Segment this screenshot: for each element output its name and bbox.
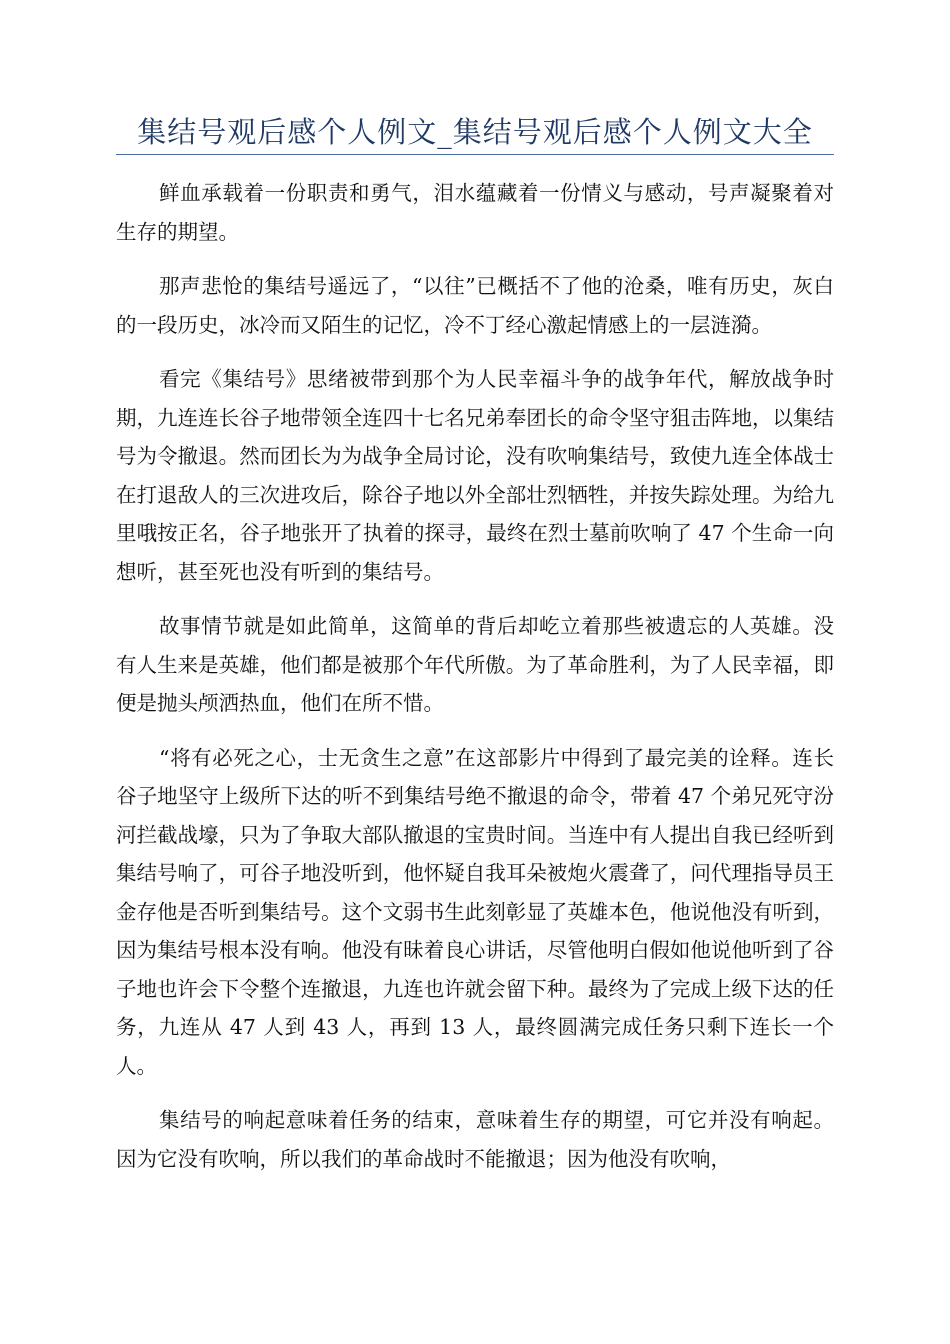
paragraph-4: 故事情节就是如此简单，这简单的背后却屹立着那些被遗忘的人英雄。没有人生来是英雄，他们都是被那个年代所傲。为了革命胜利，为了人民幸福，即便是抛头颅洒热血，他们在所不惜。 [116, 614, 834, 715]
paragraph-3: 看完《集结号》思绪被带到那个为人民幸福斗争的战争年代，解放战争时期，九连连长谷子地带领全连四十七名兄弟奉团长的命令坚守狙击阵地，以集结号为令撤退。然而团长为为战争全局讨论，没有吹响集结号，致使九连全体战士在打退敌人的三次进攻后，除谷子地以外全部壮烈牺牲，并按失踪处理。为给九里哦按正名，谷子地张开了执着的探寻，最终在烈士墓前吹响了 47 个生命一向想听，甚至死也没有听到的集结号。 [116, 367, 834, 584]
paragraph-6: 集结号的响起意味着任务的结束，意味着生存的期望，可它并没有响起。因为它没有吹响，所以我们的革命战时不能撤退；因为他没有吹响， [116, 1108, 834, 1171]
paragraph-5: “将有必死之心，士无贪生之意”在这部影片中得到了最完美的诠释。连长谷子地坚守上级所下达的听不到集结号绝不撤退的命令，带着 47 个弟兄死守汾河拦截战壕，只为了争取大部队撤退的宝贵时间。当连中有人提出自我已经听到集结号响了，可谷子地没听到，他怀疑自我耳朵被炮火震聋了，问代理指导员王金存他是否听到集结号。这个文弱书生此刻彰显了英雄本色，他说他没有听到，因为集结号根本没有响。他没有昧着良心讲话，尽管他明白假如他说他听到了谷子地也许会下令整个连撤退，九连也许就会留下种。最终为了完成上级下达的任务，九连从 47 人到 43 人，再到 13 人，最终圆满完成任务只剩下连长一个人。 [116, 745, 834, 1078]
title-underline [116, 154, 834, 155]
page-title: 集结号观后感个人例文_集结号观后感个人例文大全 [137, 115, 813, 149]
paragraph-2: 那声悲怆的集结号遥远了，“以往”已概括不了他的沧桑，唯有历史，灰白的一段历史，冰冷而又陌生的记忆，冷不丁经心激起情感上的一层涟漪。 [116, 274, 834, 337]
paragraph-1: 鲜血承载着一份职责和勇气，泪水蕴藏着一份情义与感动，号声凝聚着对生存的期望。 [116, 181, 834, 244]
document-body [116, 174, 834, 1194]
